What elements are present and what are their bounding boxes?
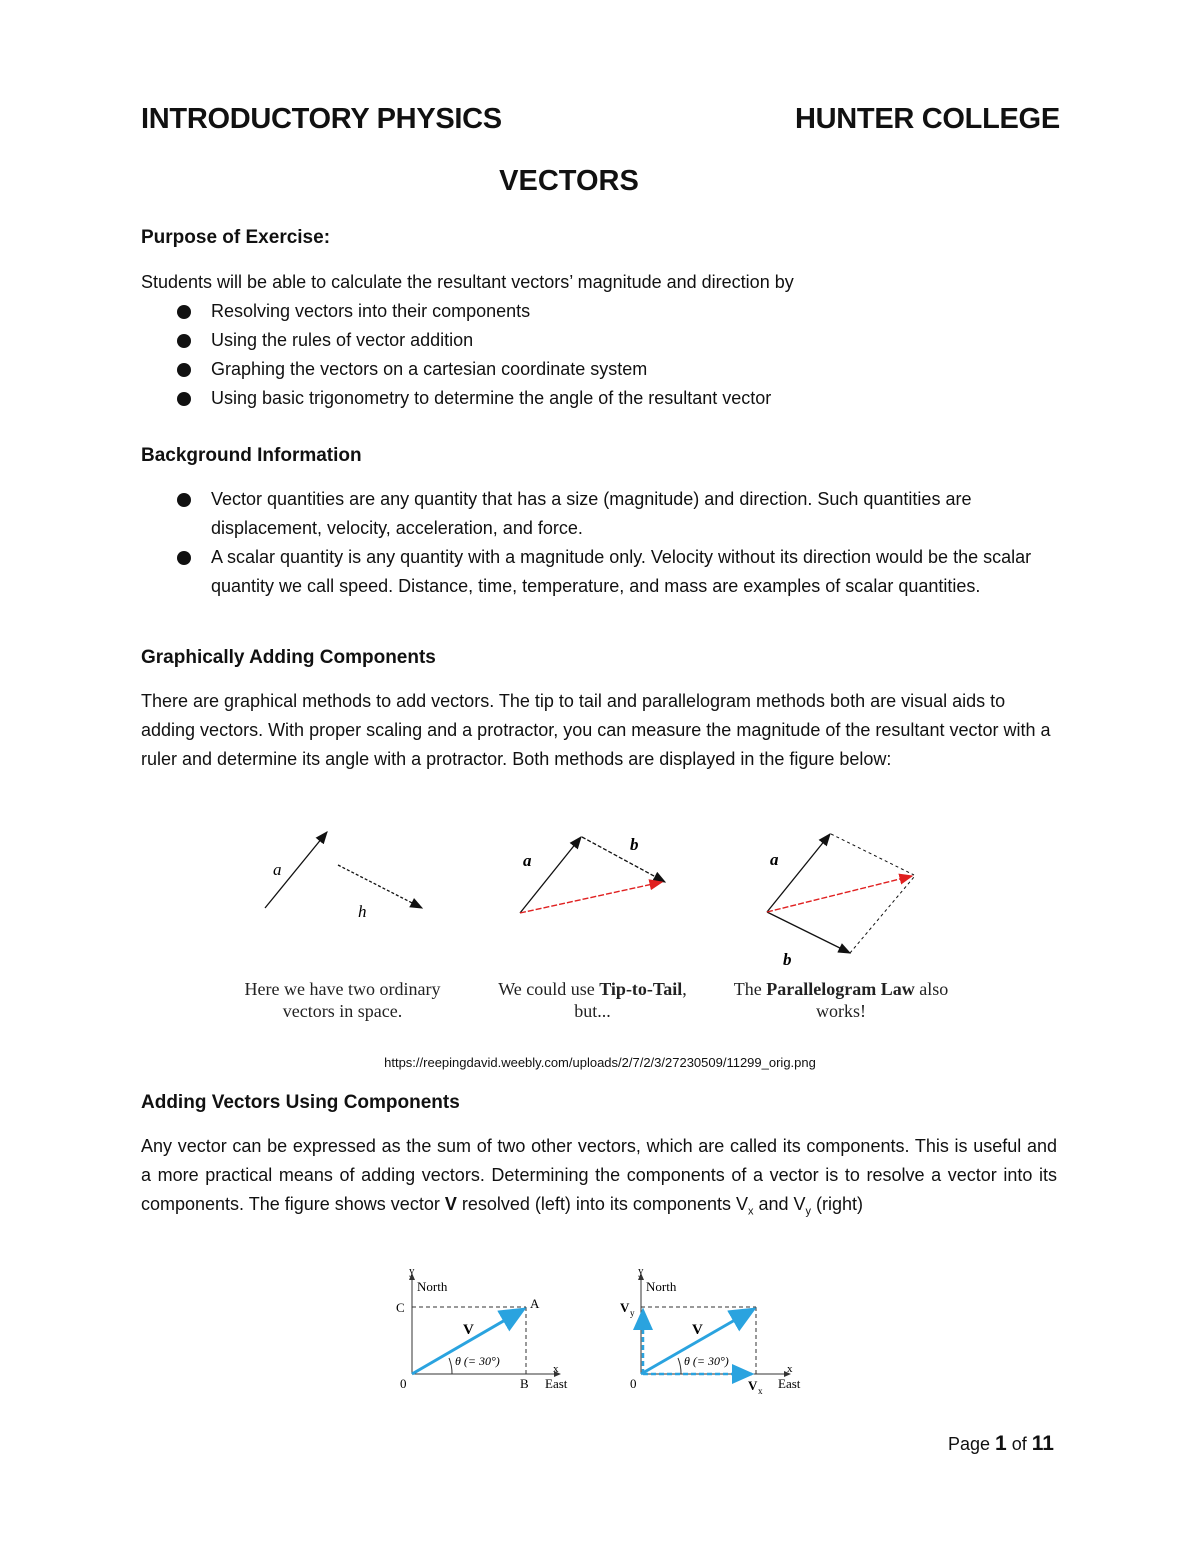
- svg-text:0: 0: [400, 1376, 407, 1391]
- purpose-list: [141, 297, 1061, 413]
- svg-text:θ (= 30°): θ (= 30°): [455, 1354, 500, 1368]
- svg-text:East: East: [778, 1376, 801, 1391]
- bullet-icon: [177, 363, 191, 377]
- page-title: VECTORS: [499, 165, 639, 197]
- svg-text:x: x: [553, 1363, 559, 1375]
- bullet-icon: [177, 493, 191, 507]
- vector-components-figure: [390, 1262, 810, 1402]
- figure-caption-1: Here we have two ordinary vectors in space.: [244, 979, 441, 1021]
- bullet-icon: [177, 392, 191, 406]
- svg-text:y: y: [638, 1265, 644, 1277]
- svg-text:x: x: [787, 1363, 793, 1375]
- svg-text:V: V: [620, 1300, 630, 1315]
- graphical-paragraph: There are graphical methods to add vectors. The tip to tail and parallelogram methods both are visual aids to adding vectors. With proper scaling and a protractor, you can measure the magnitude of the resultant vector with a ruler and determine its angle with a protractor. Both methods are displayed in the figure below:: [141, 691, 1051, 769]
- header-course: INTRODUCTORY PHYSICS: [141, 103, 502, 135]
- bullet-icon: [177, 334, 191, 348]
- list-item: Using the rules of vector addition: [141, 326, 1061, 355]
- svg-text:y: y: [409, 1265, 415, 1277]
- background-heading: Background Information: [141, 445, 362, 466]
- vector-addition-figure: [230, 820, 970, 980]
- svg-text:North: North: [417, 1279, 448, 1294]
- purpose-heading: Purpose of Exercise:: [141, 227, 331, 248]
- svg-text:East: East: [545, 1376, 568, 1391]
- svg-text:V: V: [692, 1322, 703, 1338]
- svg-text:V: V: [463, 1322, 474, 1338]
- svg-text:A: A: [530, 1296, 540, 1311]
- figure-source-url: https://reepingdavid.weebly.com/uploads/2/7/2/3/27230509/11299_orig.png: [384, 1055, 816, 1070]
- list-item: A scalar quantity is any quantity with a magnitude only. Velocity without its direction would be the scalar quantity we call speed. Distance, time, temperature, and mass are examples of scalar quantities.: [141, 543, 1061, 601]
- tip-to-tail-b-line: [582, 837, 665, 882]
- parallelogram-resultant-line: [767, 876, 912, 912]
- svg-text:V: V: [748, 1378, 758, 1393]
- vector-a-label: a: [273, 860, 282, 879]
- parallelogram-dashed-top: [831, 834, 914, 875]
- vector-h-label: h: [358, 902, 367, 921]
- svg-text:C: C: [396, 1300, 405, 1315]
- list-item: Resolving vectors into their components: [141, 297, 1061, 326]
- parallelogram-b-label: b: [783, 950, 792, 969]
- components-paragraph: Any vector can be expressed as the sum of two other vectors, which are called its components. This is useful and a more practical means of adding vectors. Determining the components of a vector is to resolve a vector into its components. The figure shows vector V resolved (left) into its components $V_x$ and $V_y$ (right): [141, 1136, 1057, 1218]
- svg-text:B: B: [520, 1376, 529, 1391]
- header-college: HUNTER COLLEGE: [795, 103, 1060, 135]
- parallelogram-a-line: [767, 834, 830, 912]
- svg-text:x: x: [758, 1386, 763, 1396]
- list-item: Using basic trigonometry to determine the angle of the resultant vector: [141, 384, 1061, 413]
- tip-to-tail-b-label: b: [630, 835, 639, 854]
- bullet-icon: [177, 305, 191, 319]
- parallelogram-a-label: a: [770, 850, 779, 869]
- components-heading: Adding Vectors Using Components: [141, 1092, 460, 1113]
- svg-text:y: y: [630, 1308, 635, 1318]
- svg-text:0: 0: [630, 1376, 637, 1391]
- vector-h-line: [338, 865, 422, 908]
- bullet-icon: [177, 551, 191, 565]
- tip-to-tail-a-label: a: [523, 851, 532, 870]
- list-item: Graphing the vectors on a cartesian coordinate system: [141, 355, 1061, 384]
- svg-text:θ (= 30°): θ (= 30°): [684, 1354, 729, 1368]
- figure-caption-3: The Parallelogram Law also works!: [733, 979, 949, 1021]
- purpose-intro: Students will be able to calculate the resultant vectors’ magnitude and direction by: [141, 272, 794, 292]
- background-list: [141, 485, 1061, 601]
- list-item: Vector quantities are any quantity that has a size (magnitude) and direction. Such quantities are displacement, velocity, acceleration, and force.: [141, 485, 1061, 543]
- page-number: Page 1 of 11: [948, 1432, 1054, 1455]
- figure-caption-2: We could use Tip-to-Tail, but...: [498, 979, 687, 1021]
- parallelogram-b-line: [767, 912, 850, 953]
- parallelogram-dashed-right: [850, 877, 914, 953]
- svg-text:North: North: [646, 1279, 677, 1294]
- graphical-heading: Graphically Adding Components: [141, 647, 436, 668]
